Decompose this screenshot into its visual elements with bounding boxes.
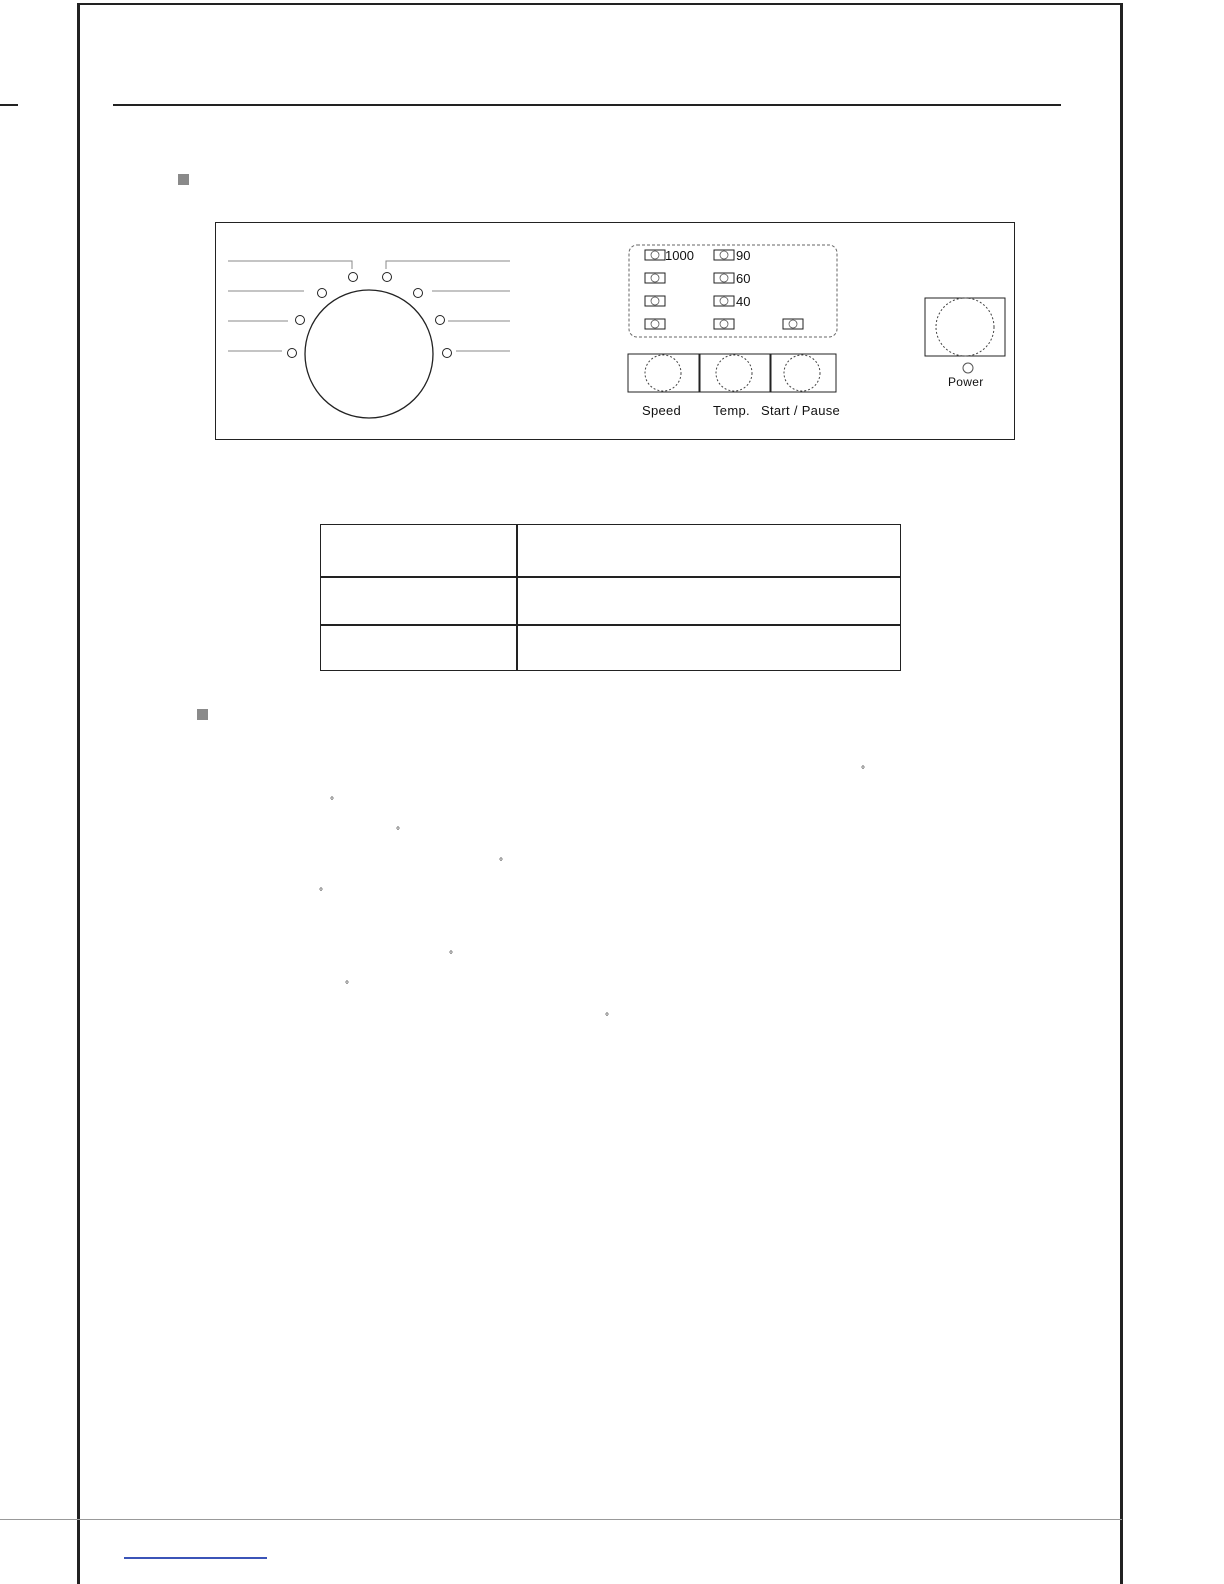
top-frame-rule (79, 3, 1122, 5)
temp-button-label[interactable]: Temp. (713, 403, 750, 418)
power-led (963, 363, 973, 373)
header-rule (113, 104, 1061, 106)
degree-mark: ° (605, 1012, 609, 1023)
degree-mark: ° (345, 980, 349, 991)
power-button-frame (925, 298, 1005, 356)
degree-mark: ° (319, 887, 323, 898)
degree-mark: ° (396, 826, 400, 837)
footer-rule (0, 1519, 1122, 1520)
program-led (436, 316, 445, 325)
program-led (414, 289, 423, 298)
speed-button-frame (628, 354, 699, 392)
start-pause-button-frame (771, 354, 836, 392)
table-column-divider (516, 525, 518, 670)
program-led (288, 349, 297, 358)
degree-mark: ° (449, 950, 453, 961)
right-frame-rule (1120, 3, 1123, 1584)
section-bullet (197, 709, 208, 720)
start-pause-button-label[interactable]: Start / Pause (761, 403, 841, 418)
temp-indicator-label: 90 (736, 248, 751, 263)
program-dial (305, 290, 433, 418)
program-led (318, 289, 327, 298)
degree-mark: ° (499, 857, 503, 868)
power-button-label[interactable]: Power (948, 375, 984, 389)
program-led (443, 349, 452, 358)
program-dial-drawing (216, 223, 1016, 441)
speed-button-label[interactable]: Speed (642, 403, 682, 418)
section-bullet (178, 174, 189, 185)
table-row-divider (321, 624, 900, 626)
temp-button-frame (700, 354, 770, 392)
left-margin-rule (77, 3, 80, 1584)
footer-link-underline[interactable] (124, 1557, 267, 1559)
temp-indicator-label: 60 (736, 271, 751, 286)
info-table (320, 524, 901, 671)
degree-mark: ° (330, 796, 334, 807)
program-led (349, 273, 358, 282)
temp-indicator-label: 40 (736, 294, 751, 309)
program-led (383, 273, 392, 282)
control-panel-diagram (215, 222, 1015, 440)
margin-tab-mark (0, 104, 18, 106)
program-led (296, 316, 305, 325)
table-row-divider (321, 576, 900, 578)
spin-indicator-label: 1000 (665, 248, 694, 263)
degree-mark: ° (861, 765, 865, 776)
